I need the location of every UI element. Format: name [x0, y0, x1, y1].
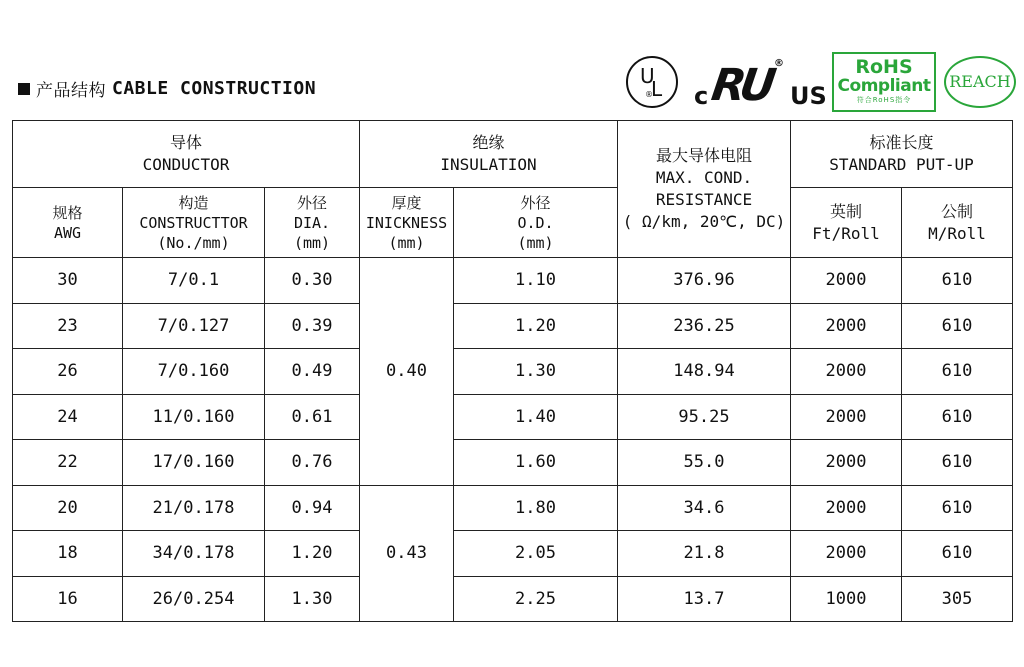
ft-roll-cell: 2000 [791, 303, 902, 349]
construction-cn: 构造 [178, 193, 209, 212]
od-cell: 1.80 [454, 485, 618, 531]
rohs-logo-title: RoHS [855, 56, 913, 78]
awg-cell: 22 [13, 440, 123, 486]
cru-logo-ru: RU [708, 60, 774, 111]
m-en: M/Roll [928, 223, 986, 243]
m-cn: 公制 [941, 201, 974, 221]
heading-english: CABLE CONSTRUCTION [112, 78, 317, 99]
bullet-square-icon [18, 83, 30, 95]
ul-logo-registered: ® [645, 90, 653, 99]
insulation-en: INSULATION [440, 155, 537, 174]
dia-cell: 0.94 [265, 485, 360, 531]
awg-column-header [13, 188, 123, 258]
construction-cell: 7/0.160 [123, 349, 265, 395]
construction-unit: (No./mm) [157, 233, 230, 252]
putup-en: STANDARD PUT-UP [829, 155, 974, 174]
ft-roll-cell: 2000 [791, 258, 902, 304]
resistance-cell: 13.7 [618, 576, 791, 622]
dia-cell: 1.30 [265, 576, 360, 622]
ft-roll-column-header [791, 188, 902, 258]
conductor-group-header [13, 121, 360, 188]
cru-us-recognized-logo [694, 58, 827, 111]
awg-cell: 30 [13, 258, 123, 304]
dia-cell: 0.61 [265, 394, 360, 440]
resistance-header [618, 121, 791, 258]
m-roll-cell: 610 [902, 258, 1013, 304]
m-roll-cell: 610 [902, 440, 1013, 486]
thickness-unit: (mm) [388, 233, 425, 252]
construction-cell: 26/0.254 [123, 576, 265, 622]
m-roll-cell: 305 [902, 576, 1013, 622]
m-roll-cell: 610 [902, 531, 1013, 577]
od-cell: 1.60 [454, 440, 618, 486]
awg-cell: 18 [13, 531, 123, 577]
table-row [13, 485, 1013, 531]
od-cell: 2.05 [454, 531, 618, 577]
dia-cell: 0.30 [265, 258, 360, 304]
m-roll-cell: 610 [902, 349, 1013, 395]
dia-unit: (mm) [293, 233, 331, 252]
awg-cell: 23 [13, 303, 123, 349]
construction-cell: 7/0.127 [123, 303, 265, 349]
putup-group-header [791, 121, 1013, 188]
dia-cell: 0.39 [265, 303, 360, 349]
thickness-en: INICKNESS [365, 213, 448, 232]
construction-column-header [123, 188, 265, 258]
resistance-en2: RESISTANCE [655, 190, 753, 209]
resistance-unit: ( Ω/km, 20℃, DC) [622, 212, 786, 231]
resistance-cell: 34.6 [618, 485, 791, 531]
resistance-en1: MAX. COND. [655, 168, 753, 187]
awg-cn: 规格 [52, 203, 83, 222]
construction-en: CONSTRUCTTOR [139, 213, 248, 232]
construction-cell: 7/0.1 [123, 258, 265, 304]
reach-logo: REACH [944, 56, 1016, 108]
ft-roll-cell: 2000 [791, 394, 902, 440]
conductor-cn: 导体 [169, 133, 202, 152]
cru-logo-c: c [694, 82, 709, 110]
od-en: O.D. [517, 213, 554, 232]
rohs-logo-subtext: 符合RoHS指令 [856, 96, 912, 104]
resistance-cell: 376.96 [618, 258, 791, 304]
od-unit: (mm) [517, 233, 554, 252]
ft-roll-cell: 2000 [791, 349, 902, 395]
resistance-cell: 21.8 [618, 531, 791, 577]
resistance-cell: 148.94 [618, 349, 791, 395]
ul-logo-u: U [640, 64, 655, 88]
m-roll-cell: 610 [902, 394, 1013, 440]
dia-cell: 1.20 [265, 531, 360, 577]
table-row [13, 349, 1013, 395]
rohs-compliant-logo [832, 52, 936, 112]
section-heading [18, 76, 316, 101]
awg-cell: 24 [13, 394, 123, 440]
heading-chinese: 产品结构 [36, 81, 106, 101]
cru-logo-us: US [790, 82, 827, 110]
cable-construction-table [12, 120, 1013, 622]
od-cell: 1.20 [454, 303, 618, 349]
thickness-cell: 0.40 [360, 258, 454, 486]
construction-cell: 34/0.178 [123, 531, 265, 577]
construction-cell: 17/0.160 [123, 440, 265, 486]
dia-cell: 0.76 [265, 440, 360, 486]
table-row [13, 303, 1013, 349]
table-row [13, 258, 1013, 304]
dia-cell: 0.49 [265, 349, 360, 395]
cru-logo-registered: ® [774, 58, 784, 69]
dia-cn: 外径 [296, 193, 327, 212]
m-roll-column-header [902, 188, 1013, 258]
awg-cell: 16 [13, 576, 123, 622]
column-header-row [13, 188, 1013, 258]
ul-logo-l: L [651, 77, 663, 101]
thickness-cn: 厚度 [391, 193, 422, 212]
certification-logos [620, 52, 1020, 114]
ft-cn: 英制 [830, 201, 863, 221]
insulation-cn: 绝缘 [472, 133, 505, 152]
od-cell: 1.10 [454, 258, 618, 304]
awg-en: AWG [53, 223, 82, 242]
od-cell: 1.40 [454, 394, 618, 440]
rohs-logo-compliant: Compliant [837, 76, 931, 96]
insulation-group-header [360, 121, 618, 188]
ft-roll-cell: 1000 [791, 576, 902, 622]
od-cell: 1.30 [454, 349, 618, 395]
awg-cell: 26 [13, 349, 123, 395]
ul-listed-logo [626, 56, 678, 108]
dia-column-header [265, 188, 360, 258]
m-roll-cell: 610 [902, 303, 1013, 349]
awg-cell: 20 [13, 485, 123, 531]
ft-en: Ft/Roll [812, 223, 880, 243]
resistance-cell: 236.25 [618, 303, 791, 349]
od-cell: 2.25 [454, 576, 618, 622]
construction-cell: 21/0.178 [123, 485, 265, 531]
dia-en: DIA. [293, 213, 331, 232]
table-row [13, 394, 1013, 440]
table-row [13, 531, 1013, 577]
group-header-row [13, 121, 1013, 188]
resistance-cn: 最大导体电阻 [656, 146, 753, 165]
resistance-cell: 95.25 [618, 394, 791, 440]
putup-cn: 标准长度 [869, 133, 934, 152]
ft-roll-cell: 2000 [791, 485, 902, 531]
table-row [13, 576, 1013, 622]
ft-roll-cell: 2000 [791, 531, 902, 577]
od-cn: 外径 [520, 193, 551, 212]
construction-cell: 11/0.160 [123, 394, 265, 440]
m-roll-cell: 610 [902, 485, 1013, 531]
ft-roll-cell: 2000 [791, 440, 902, 486]
resistance-cell: 55.0 [618, 440, 791, 486]
thickness-column-header [360, 188, 454, 258]
thickness-cell: 0.43 [360, 485, 454, 622]
table-row [13, 440, 1013, 486]
od-column-header [454, 188, 618, 258]
conductor-en: CONDUCTOR [142, 155, 230, 174]
